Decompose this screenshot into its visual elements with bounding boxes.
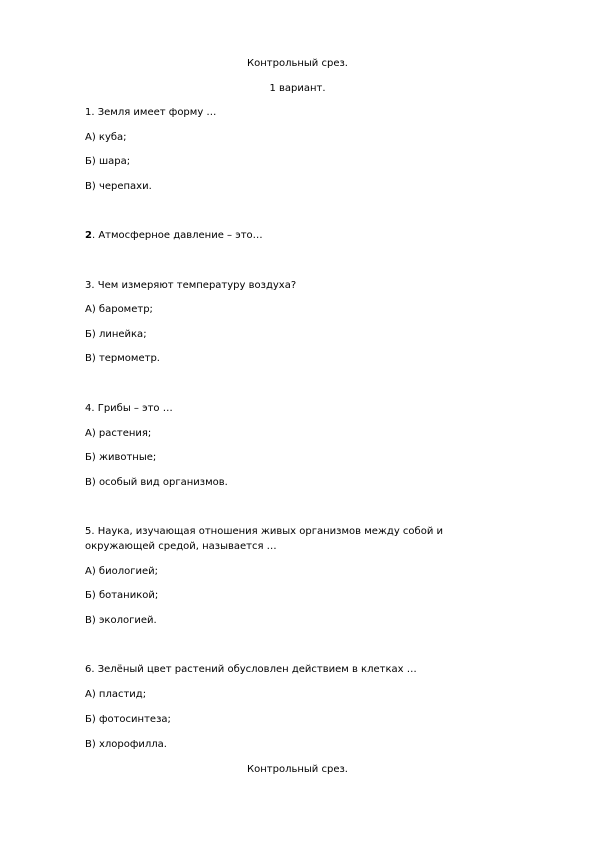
question-3-option-c: В) термометр. [85,353,160,364]
question-4-option-c: В) особый вид организмов. [85,477,228,488]
question-3-option-b: Б) линейка; [85,329,147,340]
question-5-line-1: 5. Наука, изучающая отношения живых организмов между собой и [85,526,443,537]
question-6-option-b: Б) фотосинтеза; [85,714,171,725]
question-2-text: . Атмосферное давление – это… [91,230,263,241]
question-2 [85,229,263,243]
question-6-option-a: А) пластид; [85,689,147,700]
question-3-option-a: А) барометр; [85,304,153,315]
question-5-option-c: В) экологией. [85,615,157,626]
variant-label: 1 вариант. [269,83,326,94]
question-4-option-a: А) растения; [85,428,152,439]
question-4: 4. Грибы – это … [85,403,173,414]
question-5-line-2: окружающей средой, называется … [85,541,277,552]
question-1-option-a: А) куба; [85,132,127,143]
question-1-option-c: В) черепахи. [85,181,152,192]
question-6: 6. Зелёный цвет растений обусловлен действием в клетках … [85,664,417,675]
question-5-option-a: А) биологией; [85,566,158,577]
footer-title: Контрольный срез. [247,764,348,775]
question-4-option-b: Б) животные; [85,452,157,463]
question-6-option-c: В) хлорофилла. [85,739,167,750]
question-1: 1. Земля имеет форму … [85,107,217,118]
question-3: 3. Чем измеряют температуру воздуха? [85,280,297,291]
question-5-option-b: Б) ботаникой; [85,590,159,601]
question-1-option-b: Б) шара; [85,156,131,167]
document-title: Контрольный срез. [247,58,348,69]
question-2-number: 2 [85,230,92,241]
